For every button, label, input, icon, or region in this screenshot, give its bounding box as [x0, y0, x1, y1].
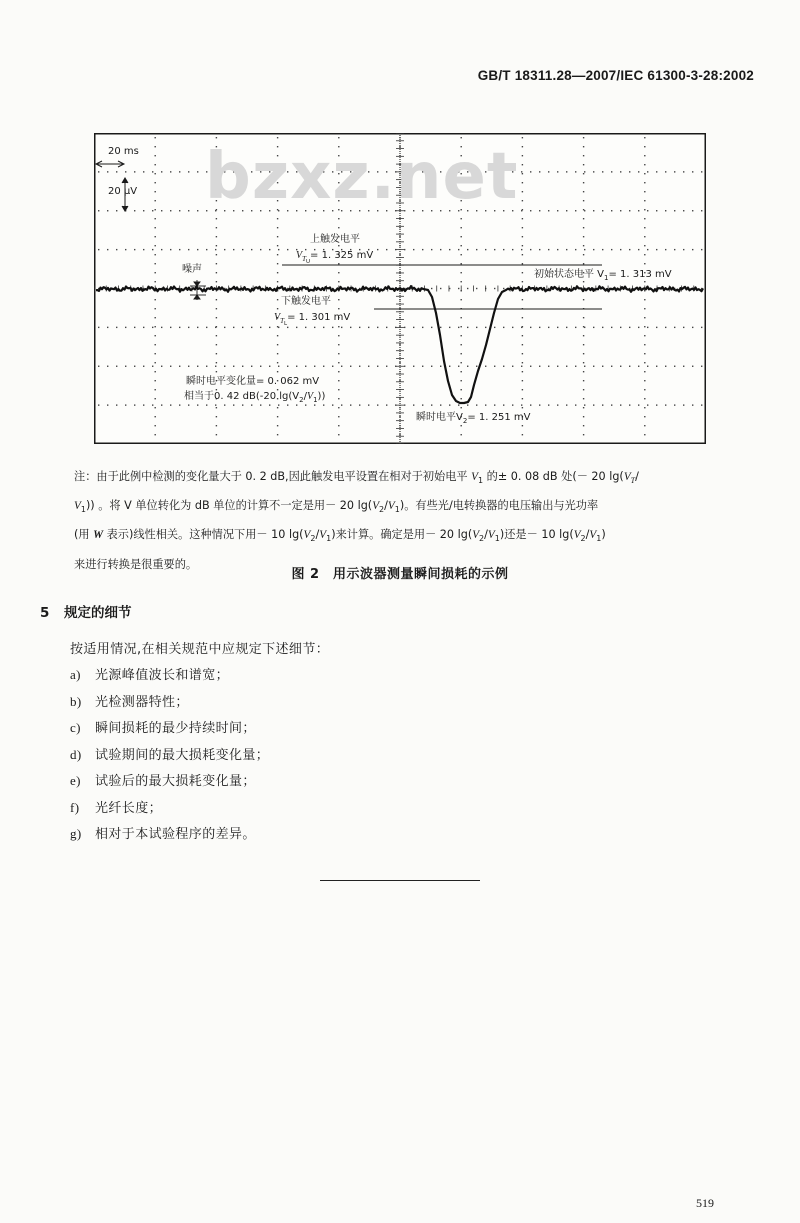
upper-trigger-label: $V_{TU}= 1$. 325 mV: [296, 250, 374, 265]
instant-level-label: 瞬时电平$V_2= 1$. 251 mV: [416, 412, 531, 425]
section-number: 5: [40, 605, 50, 621]
lower-trigger-title: 下触发电平: [281, 296, 331, 307]
change-amount-label: 瞬时电平变化量= 0. 062 mV: [186, 376, 320, 387]
list-item-marker: a): [70, 667, 81, 682]
list-item-marker: e): [70, 773, 81, 788]
time-scale-label: 20 ms: [108, 146, 139, 157]
list-item-marker: c): [70, 720, 81, 735]
section-intro: 按适用情况,在相关规范中应规定下述细节：: [70, 642, 330, 657]
list-item: [70, 664, 269, 691]
list-item: [70, 691, 269, 718]
list-item-marker: b): [70, 693, 82, 709]
list-item-text: 光源峰值波长和谱宽；: [95, 668, 230, 683]
list-item-text: 瞬间损耗的最少持续时间；: [95, 721, 256, 736]
noise-label: 噪声: [182, 264, 202, 275]
watermark: bzxz.net: [205, 140, 519, 214]
list-item: [70, 717, 269, 744]
note-line-1: 注：由于此例中检测的变化量大于 0. 2 dB,因此触发电平设置在相对于初始电平 $V_1$ 的± 0. 08 dB 处(－ 20 $\lg(V_T/$: [74, 470, 639, 486]
standard-header: GB/T 18311.28—2007/IEC 61300-3-28:2002: [477, 68, 754, 83]
note-line-2: $V_1$)) 。将 V 单位转化为 dB 单位的计算不一定是用－ 20 $\lg(V_2/V_1)$。有些光/电转换器的电压输出与光功率: [74, 499, 599, 515]
upper-trigger-title: 上触发电平: [310, 234, 360, 245]
voltage-scale-label: 20 μV: [108, 186, 138, 197]
list-item-marker: g): [70, 826, 82, 841]
list-item: [70, 823, 269, 850]
list-item-marker: f): [70, 799, 80, 815]
list-item: [70, 744, 269, 771]
figure-caption: 图 2 用示波器测量瞬间损耗的示例: [291, 567, 509, 582]
note-line-3: (用 W 表示)线性相关。这种情况下用－ 10 $\lg(V_2/V_1)$来计算。确定是用－ 20 $\lg(V_2/V_1)$还是－ 10 $\lg(V_2/V_1)$: [74, 528, 606, 544]
list-item-marker: d): [70, 746, 82, 762]
page-number: 519: [696, 1196, 714, 1210]
list-item-text: 光纤长度；: [95, 800, 163, 816]
section-heading: [40, 601, 132, 621]
list-item-text: 试验后的最大损耗变化量；: [95, 774, 256, 789]
list-item-text: 相对于本试验程序的差异。: [95, 827, 256, 842]
figure-note: [74, 464, 750, 577]
note-line-4: 来进行转换是很重要的。: [74, 557, 198, 571]
detail-list: [70, 664, 269, 850]
end-rule: [320, 880, 480, 881]
list-item-text: 光检测器特性；: [95, 694, 189, 710]
list-item-text: 试验期间的最大损耗变化量；: [95, 747, 270, 763]
lower-trigger-label: $V_{TL}= 1$. 301 mV: [274, 312, 351, 327]
list-item: [70, 797, 269, 824]
initial-level-label: 初始状态电平 $V_1= 1$. 313 mV: [534, 269, 672, 282]
equivalent-db-label: 相当于0. 42 dB(-20 $\lg(V_2/V_1)$): [184, 391, 326, 404]
section-title: 规定的细节: [64, 605, 132, 621]
list-item: [70, 770, 269, 797]
